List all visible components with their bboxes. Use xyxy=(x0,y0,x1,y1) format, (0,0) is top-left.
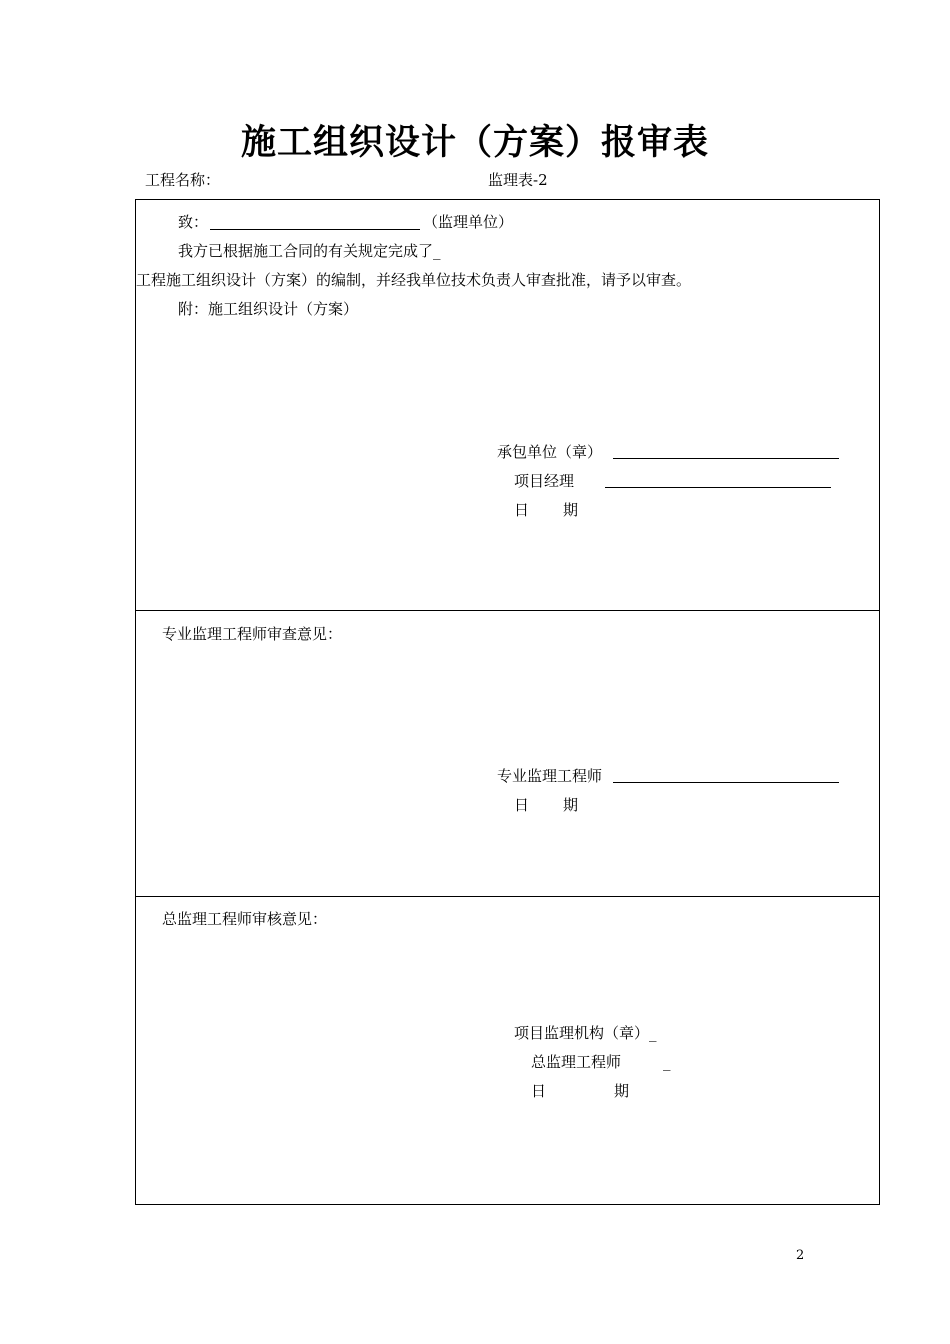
chief-engineer-label: 总监理工程师 xyxy=(531,1053,622,1071)
date-label-right: 期 xyxy=(614,1082,630,1100)
contractor-label: 承包单位（章） xyxy=(497,443,603,461)
date-label-left: 日 xyxy=(514,796,530,814)
chief-engineer-blank: _ xyxy=(663,1053,671,1071)
manager-label: 项目经理 xyxy=(514,472,575,490)
statement-line-1: 我方已根据施工合同的有关规定完成了_ xyxy=(178,242,441,260)
section-divider xyxy=(135,896,880,897)
supervision-org-label: 项目监理机构（章）_ xyxy=(514,1024,657,1042)
supervisor-unit-blank[interactable] xyxy=(210,229,420,230)
date-label-right: 期 xyxy=(563,796,579,814)
date-label-right: 期 xyxy=(563,501,579,519)
engineer-label: 专业监理工程师 xyxy=(497,767,603,785)
attachment-label: 附：施工组织设计（方案） xyxy=(178,300,359,318)
form-title: 施工组织设计（方案）报审表 xyxy=(240,122,709,163)
form-code: 监理表-2 xyxy=(488,171,548,189)
to-suffix: （监理单位） xyxy=(423,213,514,231)
project-name-label: 工程名称： xyxy=(145,171,221,189)
date-label-left: 日 xyxy=(531,1082,547,1100)
statement-line-2: 工程施工组织设计（方案）的编制，并经我单位技术负责人审查批准，请予以审查。 xyxy=(136,271,692,289)
form-table xyxy=(135,199,880,1205)
page-number: 2 xyxy=(796,1248,805,1263)
section-divider xyxy=(135,610,880,611)
engineer-blank[interactable] xyxy=(613,782,839,783)
date-label-left: 日 xyxy=(514,501,530,519)
contractor-blank[interactable] xyxy=(613,458,839,459)
chief-review-heading: 总监理工程师审核意见： xyxy=(162,910,328,928)
engineer-review-heading: 专业监理工程师审查意见： xyxy=(162,625,343,643)
manager-blank[interactable] xyxy=(605,487,831,488)
to-label: 致： xyxy=(178,213,209,231)
